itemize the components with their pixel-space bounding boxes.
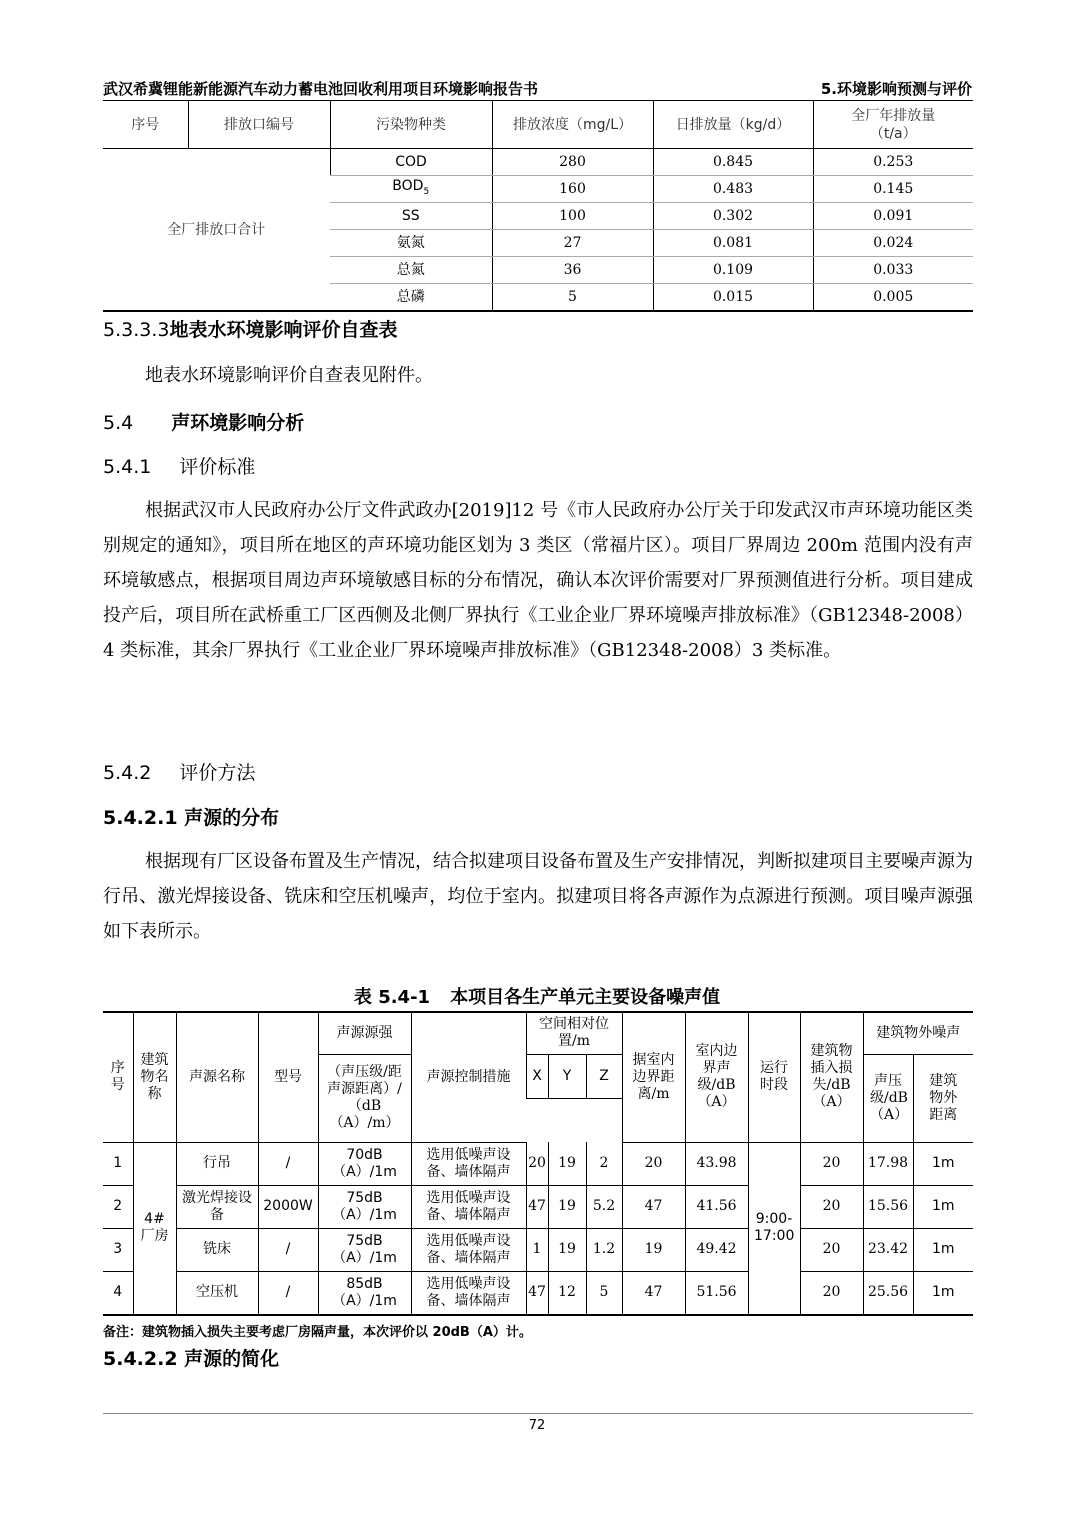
outdoor-spl: 25.56 bbox=[863, 1271, 913, 1315]
h-indoor-level: 室内边界声级/dB（A） bbox=[685, 1012, 748, 1142]
para-5421: 根据现有厂区设备布置及生产情况，结合拟建项目设备布置及生产安排情况，判断拟建项目主要噪声源为行吊、激光焊接设备、铣床和空压机噪声，均位于室内。拟建项目将各声源作为点源进行预测。项目噪声源强如下表所示。 bbox=[103, 851, 973, 942]
footer-rule bbox=[103, 1413, 973, 1414]
concentration: 100 bbox=[492, 203, 653, 230]
insertion-loss: 20 bbox=[800, 1142, 863, 1185]
table-caption: 表 5.4-1 本项目各生产单元主要设备噪声值 bbox=[353, 987, 721, 1008]
strength: 75dB（A）/1m bbox=[318, 1228, 411, 1271]
strength: 70dB（A）/1m bbox=[318, 1142, 411, 1185]
strength: 75dB（A）/1m bbox=[318, 1185, 411, 1228]
h-outdoor-spl: 声压级/dB（A） bbox=[863, 1054, 913, 1142]
h-position: 空间相对位置/m bbox=[526, 1012, 622, 1054]
distance: 19 bbox=[622, 1228, 685, 1271]
group-label: 全厂排放口合计 bbox=[103, 149, 330, 312]
col-seq: 序号 bbox=[103, 101, 188, 149]
heading-5422: 5.4.2.2 声源的简化 bbox=[103, 1348, 280, 1370]
pos-y: 19 bbox=[548, 1228, 586, 1271]
heading-541: 5.4.1 评价标准 bbox=[103, 456, 256, 478]
noise-source-table bbox=[103, 1011, 973, 1316]
page-number: 72 bbox=[528, 1418, 546, 1433]
pos-y: 19 bbox=[548, 1185, 586, 1228]
h-outdoor-distance: 建筑物外距离 bbox=[913, 1054, 973, 1142]
seq: 4 bbox=[103, 1271, 133, 1315]
h-strength-sub: （声压级/距声源距离）/（dB（A）/m） bbox=[318, 1054, 411, 1142]
table-row bbox=[103, 1185, 973, 1228]
outdoor-spl: 17.98 bbox=[863, 1142, 913, 1185]
table-row bbox=[103, 1228, 973, 1271]
concentration: 36 bbox=[492, 257, 653, 284]
daily-amount: 0.081 bbox=[653, 230, 813, 257]
daily-amount: 0.109 bbox=[653, 257, 813, 284]
col-daily: 日排放量（kg/d） bbox=[653, 101, 813, 149]
control: 选用低噪声设备、墙体隔声 bbox=[411, 1271, 526, 1315]
outdoor-spl: 23.42 bbox=[863, 1228, 913, 1271]
pos-z: 2 bbox=[586, 1142, 622, 1185]
seq: 2 bbox=[103, 1185, 133, 1228]
concentration: 5 bbox=[492, 284, 653, 312]
col-concentration: 排放浓度（mg/L） bbox=[492, 101, 653, 149]
h-seq: 序号 bbox=[103, 1012, 133, 1142]
daily-amount: 0.845 bbox=[653, 149, 813, 176]
pos-x: 20 bbox=[526, 1142, 548, 1185]
pollutant: SS bbox=[330, 203, 492, 230]
table-row bbox=[103, 149, 973, 176]
annual-amount: 0.024 bbox=[813, 230, 973, 257]
pollutant: COD bbox=[330, 149, 492, 176]
building-name: 4#厂房 bbox=[133, 1142, 176, 1315]
emission-table-header bbox=[103, 101, 973, 149]
pos-y: 12 bbox=[548, 1271, 586, 1315]
annual-amount: 0.033 bbox=[813, 257, 973, 284]
heading-542: 5.4.2 评价方法 bbox=[103, 762, 256, 784]
source-name: 空压机 bbox=[176, 1271, 258, 1315]
control: 选用低噪声设备、墙体隔声 bbox=[411, 1228, 526, 1271]
outdoor-distance: 1m bbox=[913, 1228, 973, 1271]
h-source-name: 声源名称 bbox=[176, 1012, 258, 1142]
indoor-level: 51.56 bbox=[685, 1271, 748, 1315]
table-row bbox=[103, 1142, 973, 1185]
header-title: 武汉希冀锂能新能源汽车动力蓄电池回收利用项目环境影响报告书 bbox=[103, 80, 539, 98]
col-pollutant: 污染物种类 bbox=[330, 101, 492, 149]
seq: 1 bbox=[103, 1142, 133, 1185]
outdoor-distance: 1m bbox=[913, 1142, 973, 1185]
header-chapter: 5.环境影响预测与评价 bbox=[820, 80, 972, 98]
source-name: 行吊 bbox=[176, 1142, 258, 1185]
indoor-level: 43.98 bbox=[685, 1142, 748, 1185]
source-name: 激光焊接设备 bbox=[176, 1185, 258, 1228]
pos-x: 1 bbox=[526, 1228, 548, 1271]
heading-5421: 5.4.2.1 声源的分布 bbox=[103, 807, 280, 829]
distance: 20 bbox=[622, 1142, 685, 1185]
concentration: 280 bbox=[492, 149, 653, 176]
col-outlet: 排放口编号 bbox=[188, 101, 330, 149]
strength: 85dB（A）/1m bbox=[318, 1271, 411, 1315]
table-note: 备注：建筑物插入损失主要考虑厂房隔声量，本次评价以 20dB（A）计。 bbox=[103, 1325, 532, 1340]
para-5333: 地表水环境影响评价自查表见附件。 bbox=[145, 365, 433, 386]
indoor-level: 41.56 bbox=[685, 1185, 748, 1228]
pos-z: 1.2 bbox=[586, 1228, 622, 1271]
pos-z: 5 bbox=[586, 1271, 622, 1315]
daily-amount: 0.483 bbox=[653, 176, 813, 203]
pos-x: 47 bbox=[526, 1185, 548, 1228]
insertion-loss: 20 bbox=[800, 1228, 863, 1271]
h-run-time: 运行时段 bbox=[748, 1012, 800, 1142]
h-insertion-loss: 建筑物插入损失/dB（A） bbox=[800, 1012, 863, 1142]
h-distance: 据室内边界距离/m bbox=[622, 1012, 685, 1142]
h-z: Z bbox=[586, 1054, 622, 1098]
annual-amount: 0.005 bbox=[813, 284, 973, 312]
distance: 47 bbox=[622, 1271, 685, 1315]
concentration: 27 bbox=[492, 230, 653, 257]
pollutant: 氨氮 bbox=[330, 230, 492, 257]
run-time: 9:00-17:00 bbox=[748, 1142, 800, 1315]
model: / bbox=[258, 1228, 318, 1271]
model: / bbox=[258, 1142, 318, 1185]
pollutant: 总氮 bbox=[330, 257, 492, 284]
annual-amount: 0.253 bbox=[813, 149, 973, 176]
pollutant: 总磷 bbox=[330, 284, 492, 312]
emission-table bbox=[103, 101, 973, 312]
pos-z: 5.2 bbox=[586, 1185, 622, 1228]
h-building: 建筑物名称 bbox=[133, 1012, 176, 1142]
h-model: 型号 bbox=[258, 1012, 318, 1142]
pos-x: 47 bbox=[526, 1271, 548, 1315]
seq: 3 bbox=[103, 1228, 133, 1271]
h-strength: 声源源强 bbox=[318, 1012, 411, 1054]
outdoor-distance: 1m bbox=[913, 1185, 973, 1228]
source-name: 铣床 bbox=[176, 1228, 258, 1271]
model: / bbox=[258, 1271, 318, 1315]
concentration: 160 bbox=[492, 176, 653, 203]
insertion-loss: 20 bbox=[800, 1185, 863, 1228]
outdoor-spl: 15.56 bbox=[863, 1185, 913, 1228]
control: 选用低噪声设备、墙体隔声 bbox=[411, 1185, 526, 1228]
pollutant: $BOD_5$ bbox=[330, 176, 492, 203]
insertion-loss: 20 bbox=[800, 1271, 863, 1315]
daily-amount: 0.302 bbox=[653, 203, 813, 230]
h-outdoor-noise: 建筑物外噪声 bbox=[863, 1012, 973, 1054]
col-annual: 全厂年排放量 （t/a） bbox=[813, 101, 973, 149]
h-control: 声源控制措施 bbox=[411, 1012, 526, 1142]
para-541: 根据武汉市人民政府办公厅文件武政办[2019]12 号《市人民政府办公厅关于印发武汉市声环境功能区类别规定的通知》，项目所在地区的声环境功能区划为 3 类区（常福片区）。项目厂界周边 200m 范围内没有声环境敏感点，根据项目周边声环境敏感目标的分布情况，确认本次评价需要对厂界预测值进行分析。项目建成投产后，项目所在武桥重工厂区西侧及北侧厂界执行《工业企业厂界环境噪声排放标准》（GB12348-2008）4 类标准，其余厂界执行《工业企业厂界环境噪声排放标准》（GB12348-2008）3 类标准。 bbox=[103, 500, 973, 661]
pos-y: 19 bbox=[548, 1142, 586, 1185]
annual-amount: 0.091 bbox=[813, 203, 973, 230]
outdoor-distance: 1m bbox=[913, 1271, 973, 1315]
daily-amount: 0.015 bbox=[653, 284, 813, 312]
h-x: X bbox=[526, 1054, 548, 1098]
distance: 47 bbox=[622, 1185, 685, 1228]
table-row bbox=[103, 1271, 973, 1315]
heading-54: 5.4 声环境影响分析 bbox=[103, 412, 305, 434]
h-y: Y bbox=[548, 1054, 586, 1098]
heading-5333: 5.3.3.3地表水环境影响评价自查表 bbox=[103, 319, 398, 341]
control: 选用低噪声设备、墙体隔声 bbox=[411, 1142, 526, 1185]
indoor-level: 49.42 bbox=[685, 1228, 748, 1271]
model: 2000W bbox=[258, 1185, 318, 1228]
annual-amount: 0.145 bbox=[813, 176, 973, 203]
